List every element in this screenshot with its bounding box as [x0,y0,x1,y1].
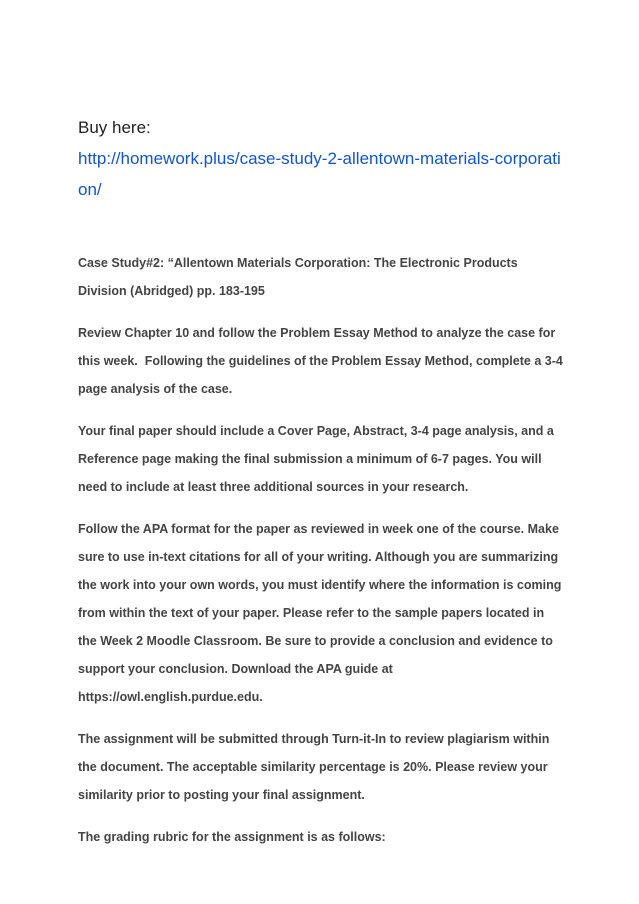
paragraph-review-instructions: Review Chapter 10 and follow the Problem Essay Method to analyze the case for this week. Following the guidelines of the Problem Essay Method, complete a 3-4 page analysis of the case. [78,326,567,396]
paragraph-final-paper-requirements: Your final paper should include a Cover Page, Abstract, 3-4 page analysis, and a Reference page making the final submission a minimum of 6-7 pages. You will need to include at least three additional sources in your research. [78,424,558,494]
buy-here-label: Buy here: [78,118,151,137]
paragraph-case-study-title: Case Study#2: “Allentown Materials Corporation: The Electronic Products Division (Abridged) pp. 183-195 [78,256,522,298]
paragraph-apa-format: Follow the APA format for the paper as reviewed in week one of the course. Make sure to use in-text citations for all of your writing. Although you are summarizing the work into your own words, you must identify where the information is coming from within the text of your paper. Please refer to the sample papers located in the Week 2 Moodle Classroom. Be sure to provide a conclusion and evidence to support your conclusion. Download the APA guide at https://owl.english.purdue.edu. [78,522,565,704]
document-content [78,112,566,865]
homework-plus-link[interactable]: http://homework.plus/case-study-2-allentown-materials-corporation/ [78,149,561,199]
paragraph-turnitin: The assignment will be submitted through Turn-it-In to review plagiarism within the document. The acceptable similarity percentage is 20%. Please review your similarity prior to posting your final assignment. [78,732,553,802]
paragraph-grading-rubric-intro: The grading rubric for the assignment is as follows: [78,830,386,844]
